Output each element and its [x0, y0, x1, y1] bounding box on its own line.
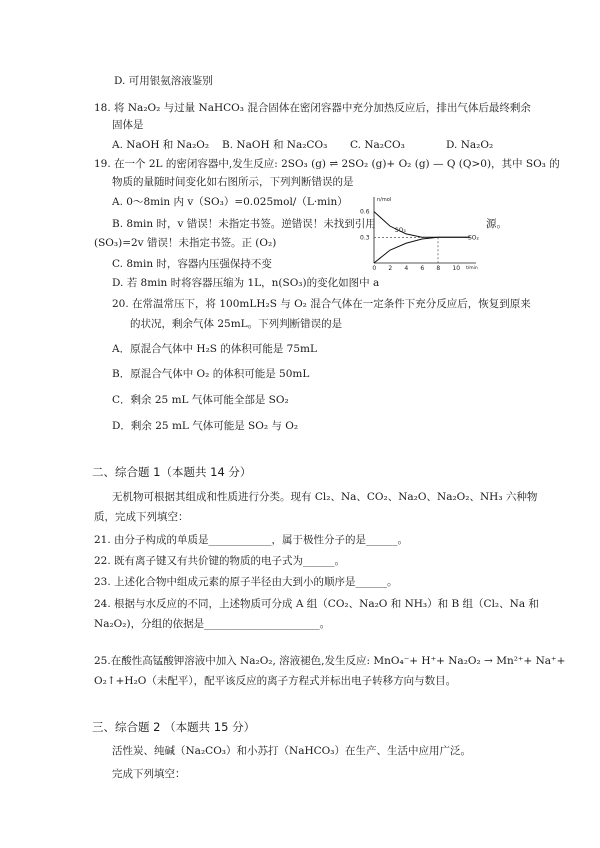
section-2-intro-cont: 质，完成下列填空： [94, 511, 189, 523]
section-2-title: 二、综合题 1（本题共 14 分） [92, 465, 252, 479]
q19-option-b: B. 8min 时，v 错误！未指定书签。逆错误！未找到引用 [112, 218, 376, 230]
q20-stem: 20. 在常温常压下，将 100mLH₂S 与 O₂ 混合气体在一定条件下充分反应后，恢复到原来 [112, 298, 531, 310]
q19-option-d: D. 若 8min 时将容器压缩为 1L，n(SO₃)的变化如图中 a [112, 277, 380, 289]
section-3-intro-cont: 完成下列填空： [112, 768, 186, 780]
section-2-intro: 无机物可根据其组成和性质进行分类。现有 Cl₂、Na、CO₂、Na₂O、Na₂O₂、NH₃ 六种物 [112, 491, 538, 503]
x-tick-label: 2 [388, 265, 393, 272]
so3-amount-chart [352, 193, 484, 283]
x-axis-label: t/min [466, 266, 478, 271]
series-label-so3: SO₃ [394, 227, 406, 235]
q18-options [112, 138, 493, 152]
q20-option-a: A．原混合气体中 H₂S 的体积可能是 75mL [112, 343, 317, 355]
x-tick-label: 6 [420, 265, 425, 272]
q20-stem-cont: 的状况，剩余气体 25mL。下列判断错误的是 [130, 318, 343, 330]
q18-stem: 18. 将 Na₂O₂ 与过量 NaHCO₃ 混合固体在密闭容器中充分加热反应后，排出气体后最终剩余 [94, 102, 531, 114]
q18-option-b: B. NaOH 和 Na₂CO₃ [222, 139, 328, 151]
q18-stem-cont: 固体是 [112, 119, 144, 131]
q25-cont: O₂↑+H₂O（未配平），配平该反应的离子方程式并标出电子转移方向与数目。 [94, 675, 457, 687]
series-line-so3 [374, 212, 470, 238]
q19-stem-cont: 物质的量随时间变化如右图所示，下列判断错误的是 [112, 176, 354, 188]
y-tick-label: 0.6 [360, 208, 370, 216]
series-line-so2 [374, 237, 470, 263]
q18-option-d: D. Na₂O₂ [446, 139, 494, 151]
q19-option-a: A. 0～8min 内 v（SO₃）=0.025mol/（L·min） [112, 196, 348, 208]
section-3-intro: 活性炭、纯碱（Na₂CO₃）和小苏打（NaHCO₃）在生产、生活中应用广泛。 [112, 745, 471, 757]
q20-option-b: B．原混合气体中 O₂ 的体积可能是 50mL [112, 368, 310, 380]
x-tick-label: 8 [436, 265, 441, 272]
section-3-title: 三、综合题 2 （本题共 15 分） [92, 720, 256, 734]
q19-option-b-tail: 源。 [486, 218, 507, 230]
q23: 23. 上述化合物中组成元素的原子半径由大到小的顺序是______。 [94, 576, 398, 588]
y-tick-label: 0.3 [360, 234, 370, 242]
q22: 22. 既有离子键又有共价键的物质的电子式为______。 [94, 555, 346, 567]
q18-option-a: A. NaOH 和 Na₂O₂ [112, 139, 210, 151]
y-axis-label: n/mol [377, 197, 392, 203]
q20-option-c: C．剩余 25 mL 气体可能全部是 SO₂ [112, 394, 289, 406]
q19-stem: 19. 在一个 2L 的密闭容器中,发生反应: 2SO₃ (g) ⇌ 2SO₂ (g)+ O₂ (g) — Q (Q>0)，其中 SO₃ 的 [94, 158, 560, 170]
q24: 24. 根据与水反应的不同，上述物质可分成 A 组（CO₂、Na₂O 和 NH₃）和 B 组（Cl₂、Na 和 [94, 598, 539, 610]
q17-option-d: D. 可用银氨溶液鉴别 [114, 75, 213, 87]
q19-option-c: C. 8min 时，容器内压强保持不变 [112, 258, 272, 270]
q19-option-b-cont: (SO₃)=2v 错误！未指定书签。正 (O₂) [94, 237, 277, 249]
q25: 25.在酸性高锰酸钾溶液中加入 Na₂O₂, 溶液褪色,发生反应: MnO₄⁻+ H⁺+ Na₂O₂ → Mn²⁺+ Na⁺+ [94, 655, 566, 667]
series-label-so2: SO₂ [468, 234, 479, 242]
q21: 21. 由分子构成的单质是____________，属于极性分子的是______。 [94, 534, 409, 546]
q18-option-c: C. Na₂CO₃ [350, 139, 405, 151]
q24-cont: Na₂O₂)，分组的依据是______________________。 [94, 618, 331, 630]
q20-option-d: D．剩余 25 mL 气体可能是 SO₂ 与 O₂ [112, 420, 299, 432]
x-tick-label: 10 [452, 265, 461, 272]
x-tick-label: 0 [372, 265, 377, 272]
x-tick-label: 4 [404, 265, 409, 272]
